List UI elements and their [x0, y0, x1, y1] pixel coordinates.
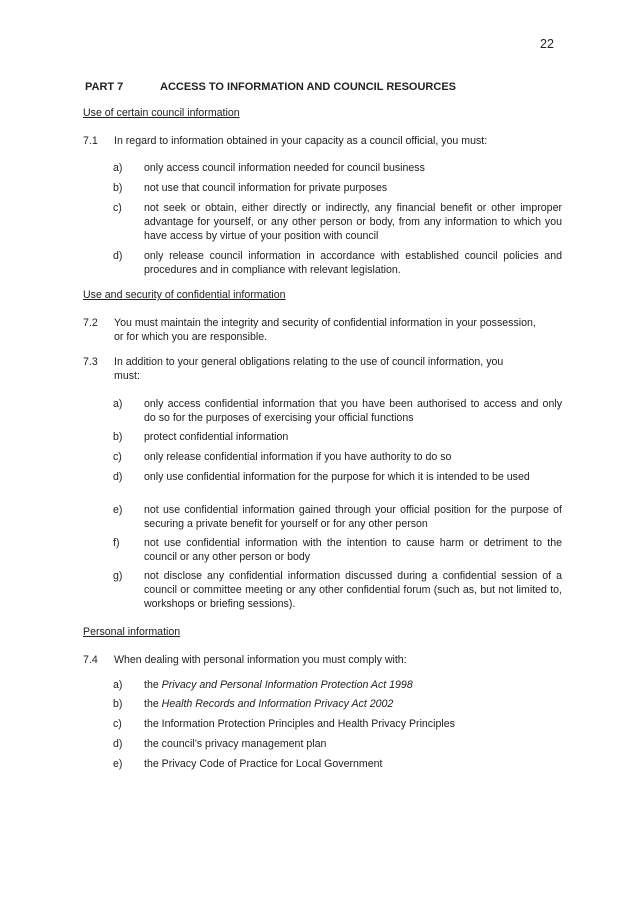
- item-letter: d): [113, 471, 123, 483]
- item-text: not use confidential information gained through your official position for the purpose of securing a private benefit for yourself or for any other person: [144, 504, 562, 530]
- item-letter: d): [113, 738, 123, 750]
- list-item: [113, 569, 562, 611]
- list-item: [113, 397, 562, 425]
- item-prefix: the: [144, 698, 162, 710]
- item-letter: c): [113, 451, 122, 463]
- section-heading-personal-information: Personal information: [83, 626, 181, 638]
- clause-7-3: [83, 355, 563, 383]
- item-letter: f): [113, 537, 120, 549]
- act-title: Privacy and Personal Information Protection Act 1998: [161, 679, 413, 691]
- item-text: only access council information needed for council business: [144, 162, 425, 174]
- clause-number: 7.2: [83, 317, 98, 329]
- item-text: not use confidential information with the intention to cause harm or detriment to the council or any other person or body: [144, 537, 562, 563]
- item-prefix: the: [144, 679, 162, 691]
- list-item: [113, 737, 562, 751]
- item-letter: b): [113, 431, 123, 443]
- item-letter: a): [113, 398, 123, 410]
- list-item: [113, 757, 562, 771]
- item-text: not disclose any confidential information discussed during a confidential session of a council or committee meeting or any other confidential forum (such as, but not limited to, workshops or briefing sessions).: [144, 570, 562, 610]
- list-item: [113, 503, 562, 531]
- list-item: [113, 536, 562, 564]
- list-item: [113, 678, 562, 692]
- item-letter: c): [113, 718, 122, 730]
- item-letter: e): [113, 504, 123, 516]
- item-letter: b): [113, 182, 123, 194]
- item-text: not seek or obtain, either directly or indirectly, any financial benefit or other improper advantage for yourself, or any other person or body, from any information to which you have access by virtue of your position with council: [144, 202, 562, 242]
- item-text: not use that council information for private purposes: [144, 182, 388, 194]
- list-item: [113, 430, 562, 444]
- list-item: [113, 717, 562, 731]
- act-title: Health Records and Information Privacy Act 2002: [161, 698, 394, 710]
- clause-text: When dealing with personal information you must comply with:: [114, 654, 407, 666]
- item-text: [144, 678, 562, 692]
- clause-text: In regard to information obtained in your capacity as a council official, you must:: [114, 135, 488, 147]
- page-number: 22: [540, 37, 554, 51]
- item-text: protect confidential information: [144, 431, 289, 443]
- item-text: only access confidential information that you have been authorised to access and only do so for the purposes of exercising your official functions: [144, 398, 562, 424]
- clause-text: You must maintain the integrity and security of confidential information in your possession, or for which you are responsible.: [114, 317, 536, 343]
- part-label: PART 7: [85, 81, 124, 93]
- list-item: [113, 249, 562, 277]
- list-item: [113, 450, 562, 464]
- item-letter: b): [113, 698, 123, 710]
- item-text: the Information Protection Principles and Health Privacy Principles: [144, 718, 455, 730]
- item-letter: a): [113, 162, 123, 174]
- clause-7-4: [83, 653, 563, 667]
- item-text: the Privacy Code of Practice for Local Government: [144, 758, 383, 770]
- list-item: [113, 470, 562, 484]
- clause-number: 7.1: [83, 135, 98, 147]
- list-item: [113, 181, 562, 195]
- clause-number: 7.4: [83, 654, 98, 666]
- item-letter: g): [113, 570, 123, 582]
- item-letter: e): [113, 758, 123, 770]
- list-item: [113, 697, 562, 711]
- list-item: [113, 161, 562, 175]
- clause-number: 7.3: [83, 356, 98, 368]
- item-text: only release council information in accordance with established council policies and procedures and in compliance with relevant legislation.: [144, 250, 562, 276]
- section-heading-council-information: Use of certain council information: [83, 107, 240, 119]
- item-text: [144, 697, 562, 711]
- item-text: only use confidential information for the purpose for which it is intended to be used: [144, 471, 530, 483]
- list-item: [113, 201, 562, 243]
- clause-7-1: [83, 134, 563, 148]
- item-letter: d): [113, 250, 123, 262]
- part-title: ACCESS TO INFORMATION AND COUNCIL RESOURCES: [160, 81, 456, 93]
- item-text: only release confidential information if you have authority to do so: [144, 451, 452, 463]
- item-letter: a): [113, 679, 123, 691]
- clause-text: In addition to your general obligations relating to the use of council information, you must:: [114, 356, 504, 382]
- item-text: the council’s privacy management plan: [144, 738, 327, 750]
- item-letter: c): [113, 202, 122, 214]
- clause-7-2: [83, 316, 563, 344]
- section-heading-confidential-information: Use and security of confidential information: [83, 289, 286, 301]
